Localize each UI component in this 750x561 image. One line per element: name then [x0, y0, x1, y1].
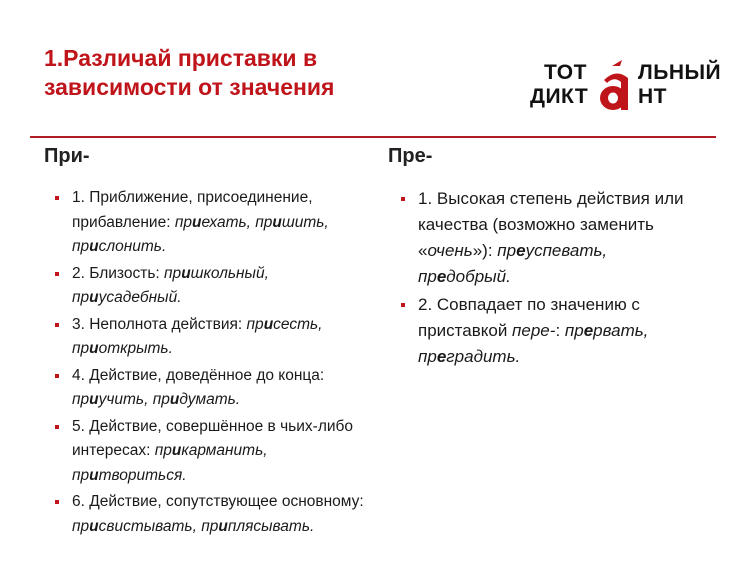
list-item [401, 292, 701, 370]
meaning-text: 2. Совпадает по значению с приставкой [418, 295, 640, 340]
totalny-diktant-logo [530, 60, 720, 114]
highlighted-vowel: е [436, 347, 447, 366]
highlighted-vowel: и [169, 391, 180, 408]
highlighted-vowel: и [89, 289, 99, 306]
example-text: пр [72, 517, 90, 535]
example-text: учить, [98, 391, 153, 408]
logo-red-a-mark [596, 60, 636, 114]
list-item [55, 415, 365, 489]
list-item [55, 490, 365, 539]
example-text: успевать, [525, 241, 608, 260]
example-text: пр [72, 289, 90, 306]
list-item [55, 364, 365, 413]
highlighted-vowel: и [181, 264, 191, 282]
example-text: усадебный. [98, 289, 182, 306]
example-text: шить, [281, 213, 329, 231]
logo-text-bottom-end: НТ [638, 85, 667, 108]
highlighted-vowel: и [89, 238, 99, 255]
list-item [55, 262, 365, 311]
example-text: твориться. [98, 466, 187, 484]
logo-text-bottom-start: ДИКТ [530, 85, 589, 108]
meaning-text: : [555, 321, 565, 340]
title-line-2: зависимости от значения [44, 74, 335, 100]
meaning-text: 1. Высокая степень действия или качества (возможно заменить « [418, 189, 684, 260]
example-text: пр [174, 213, 192, 231]
logo-text-top-start: ТОТ [544, 61, 587, 84]
example-text: добрый. [446, 267, 511, 286]
highlighted-vowel: е [516, 241, 526, 260]
example-text: открыть. [98, 340, 173, 357]
example-text: рвать, [593, 321, 649, 340]
column-heading-pre: Пре- [388, 145, 433, 167]
example-text: пр [418, 347, 437, 366]
highlighted-vowel: и [171, 442, 182, 459]
example-text: плясывать. [227, 517, 315, 535]
example-text: пр [72, 238, 90, 255]
logo-text-top-end: ЛЬНЫЙ [638, 61, 722, 84]
example-text: очень [427, 241, 473, 260]
example-text: свистывать, [98, 517, 202, 535]
example-text: пр [72, 391, 90, 408]
meaning-text: 4. Действие, доведённое до конца: [72, 366, 325, 384]
example-text: карманить, [181, 442, 268, 459]
list-item [55, 313, 365, 362]
example-text: градить. [446, 347, 521, 366]
title-line-1: 1.Различай приставки в [44, 45, 318, 71]
example-text: пр [152, 391, 170, 408]
highlighted-vowel: е [436, 267, 447, 286]
example-text: школьный, [190, 264, 269, 282]
list-item [55, 186, 365, 260]
highlighted-vowel: и [218, 517, 228, 535]
column-heading-pri: При- [44, 145, 90, 167]
example-text: пр [164, 264, 182, 282]
meaning-text: 6. Действие, сопутствующее основному: [72, 493, 364, 510]
example-text: сесть, [273, 315, 323, 333]
example-text: пр [564, 321, 584, 340]
highlighted-vowel: и [89, 391, 99, 408]
example-text: ехать, [201, 213, 256, 231]
example-text: пр [497, 241, 517, 260]
header-divider [30, 136, 716, 138]
example-text: пере- [512, 321, 556, 340]
example-text: думать. [179, 391, 241, 408]
example-text: пр [72, 340, 90, 357]
example-text: слонить. [98, 238, 167, 255]
meaning-text: 2. Близость: [72, 264, 165, 282]
highlighted-vowel: и [89, 466, 99, 484]
example-text: пр [154, 442, 172, 459]
example-text: пр [418, 267, 437, 286]
highlighted-vowel: е [583, 321, 594, 340]
list-item [401, 186, 701, 290]
example-text: пр [246, 315, 264, 333]
pre-meanings-list [401, 186, 701, 372]
highlighted-vowel: и [191, 213, 202, 231]
example-text: пр [201, 517, 219, 535]
highlighted-vowel: и [272, 213, 282, 231]
slide-title [44, 44, 334, 102]
meaning-text: 3. Неполнота действия: [72, 315, 247, 333]
highlighted-vowel: и [89, 340, 99, 357]
highlighted-vowel: и [89, 517, 99, 535]
highlighted-vowel: и [263, 315, 274, 333]
meaning-text: 5. Действие, совершённое в чьих-либо интересах: [72, 417, 354, 459]
meaning-text: »): [472, 241, 498, 260]
example-text: пр [72, 466, 90, 484]
pri-meanings-list [55, 186, 365, 541]
meaning-text: 1. Приближение, присоединение, прибавление: [72, 189, 313, 231]
example-text: пр [255, 213, 273, 231]
